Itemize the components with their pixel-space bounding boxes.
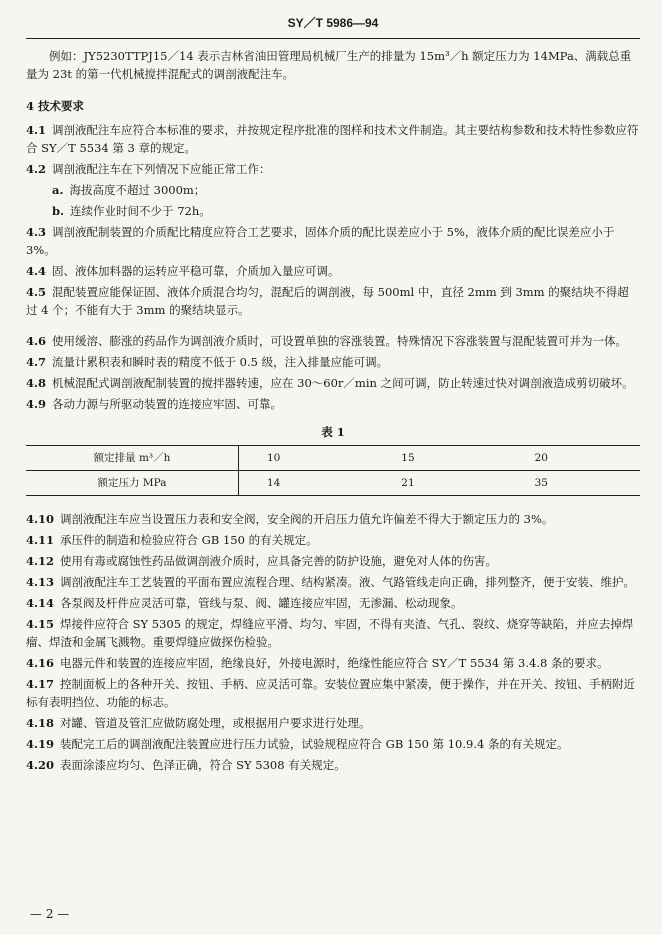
table-row: [26, 471, 640, 496]
clause-text: 混配装置应能保证固、液体介质混合均匀，混配后的调剖液，每 500ml 中，直径 2mm 到 3mm 的聚结块不得超过 4 个；不能有大于 3mm 的聚结块显示。: [26, 285, 629, 317]
page-header: SY／T 5986—94: [287, 16, 379, 30]
spacer: [26, 322, 640, 332]
spec-table: [26, 445, 640, 496]
clause-number: 4.12: [26, 554, 55, 568]
clause-4-15: [26, 615, 640, 651]
clause-4-3: [26, 223, 640, 259]
sub-item-text: 连续作业时间不少于 72h。: [70, 204, 211, 218]
clause-number: 4.15: [26, 617, 55, 631]
clause-number: 4.5: [26, 285, 47, 299]
clause-text: 表面涂漆应均匀、色泽正确，符合 SY 5308 有关规定。: [60, 758, 346, 772]
clause-4-19: [26, 735, 640, 753]
clause-number: 4.9: [26, 397, 47, 411]
clause-text: 调剖液配注车在下列情况下应能正常工作：: [52, 162, 271, 176]
table-row-label: 额定压力 MPa: [26, 471, 239, 496]
clause-number: 4.17: [26, 677, 55, 691]
clause-text: 装配完工后的调剖液配注装置应进行压力试验，试验规程应符合 GB 150 第 10.9.4 条的有关规定。: [60, 737, 569, 751]
clause-number: 4.10: [26, 512, 55, 526]
clause-4-10: [26, 510, 640, 528]
sub-item-text: 海拔高度不超过 3000m；: [69, 183, 206, 197]
sub-item-label: b.: [52, 204, 65, 218]
clause-text: 承压件的制造和检验应符合 GB 150 的有关规定。: [60, 533, 318, 547]
table-cell: 20: [507, 446, 640, 471]
table-cell: 21: [373, 471, 506, 496]
clause-text: 电器元件和装置的连接应牢固，绝缘良好，外接电源时，绝缘性能应符合 SY／T 5534 第 3.4.8 条的要求。: [60, 656, 609, 670]
clause-text: 对罐、管道及管汇应做防腐处理，或根据用户要求进行处理。: [60, 716, 371, 730]
example-paragraph: 例如：JY5230TTPJ15／14 表示吉林省油田管理局机械厂生产的排量为 15m³／h 额定压力为 14MPa、满载总重量为 23t 的第一代机械搅拌混配式的调剖液配注车。: [26, 49, 632, 81]
clause-text: 使用有毒或腐蚀性药品做调剖液介质时，应具备完善的防护设施，避免对人体的伤害。: [60, 554, 498, 568]
clause-4-9: [26, 395, 640, 413]
clause-number: 4.19: [26, 737, 55, 751]
clause-text: 各泵阀及杆件应灵活可靠，管线与泵、阀、罐连接应牢固，无渗漏、松动现象。: [60, 596, 463, 610]
table-row-label: 额定排量 m³／h: [26, 446, 239, 471]
clause-text: 机械混配式调剖液配制装置的搅拌器转速，应在 30～60r／min 之间可调，防止转速过快对调剖液造成剪切破坏。: [52, 376, 634, 390]
clause-number: 4.18: [26, 716, 55, 730]
clause-4-18: [26, 714, 640, 732]
clause-4-4: [26, 262, 640, 280]
clause-number: 4.1: [26, 123, 47, 137]
clause-number: 4.11: [26, 533, 55, 547]
clause-4-2: [26, 160, 640, 178]
clause-4-13: [26, 573, 640, 591]
clause-text: 调剖液配注车应符合本标准的要求，并按规定程序批准的图样和技术文件制造。其主要结构参数和技术特性参数应符合 SY／T 5534 第 3 章的规定。: [26, 123, 639, 155]
clause-text: 控制面板上的各种开关、按钮、手柄、应灵活可靠。安装位置应集中紧凑，便于操作，并在开关、按钮、手柄附近标有表明挡位、功能的标志。: [26, 677, 636, 709]
clause-text: 调剖液配注车工艺装置的平面布置应流程合理、结构紧凑。液、气路管线走向正确，排列整齐，便于安装、维护。: [60, 575, 636, 589]
clause-number: 4.8: [26, 376, 47, 390]
sub-item-a: [26, 181, 640, 199]
clause-text: 各动力源与所驱动装置的连接应牢固、可靠。: [52, 397, 283, 411]
clause-4-12: [26, 552, 640, 570]
clause-number: 4.16: [26, 656, 55, 670]
clause-text: 调剖液配注车应当设置压力表和安全阀，安全阀的开启压力值允许偏差不得大于额定压力的 3%。: [60, 512, 554, 526]
table-row: [26, 446, 640, 471]
clause-4-14: [26, 594, 640, 612]
clause-4-1: [26, 121, 640, 157]
clause-number: 4.7: [26, 355, 47, 369]
sub-item-label: a.: [52, 183, 64, 197]
header-rule: [26, 38, 640, 39]
clause-number: 4.2: [26, 162, 47, 176]
clause-text: 调剖液配制装置的介质配比精度应符合工艺要求，固体介质的配比误差应小于 5%，液体介质的配比误差应小于 3%。: [26, 225, 615, 257]
clause-number: 4.4: [26, 264, 47, 278]
clause-4-11: [26, 531, 640, 549]
clause-text: 使用缓溶、膨涨的药品作为调剖液介质时，可设置单独的容涨装置。特殊情况下容涨装置与混配装置可并为一体。: [52, 334, 628, 348]
clause-text: 流量计累积表和瞬时表的精度不低于 0.5 级，注入排量应能可调。: [52, 355, 389, 369]
clause-text: 固、液体加料器的运转应平稳可靠，介质加入量应可调。: [52, 264, 340, 278]
clause-number: 4.20: [26, 758, 55, 772]
clause-4-8: [26, 374, 640, 392]
clause-4-7: [26, 353, 640, 371]
clause-4-6: [26, 332, 640, 350]
clause-list: [26, 510, 640, 774]
clause-number: 4.13: [26, 575, 55, 589]
clause-4-17: [26, 675, 640, 711]
table-title: 表 1: [321, 425, 345, 439]
clause-4-5: [26, 283, 640, 319]
section-title: 4 技术要求: [26, 99, 85, 113]
clause-number: 4.14: [26, 596, 55, 610]
clause-4-16: [26, 654, 640, 672]
clause-text: 焊接件应符合 SY 5305 的规定，焊缝应平滑、均匀、牢固，不得有夹渣、气孔、裂纹、烧穿等缺陷，并应去掉焊瘤、焊渣和金属飞溅物。重要焊缝应做探伤检验。: [26, 617, 634, 649]
table-cell: 35: [507, 471, 640, 496]
clause-number: 4.6: [26, 334, 47, 348]
table-cell: 15: [373, 446, 506, 471]
sub-item-b: [26, 202, 640, 220]
clause-number: 4.3: [26, 225, 47, 239]
table-cell: 10: [239, 446, 374, 471]
clause-4-20: [26, 756, 640, 774]
page-number: — 2 —: [30, 907, 70, 921]
table-cell: 14: [239, 471, 374, 496]
